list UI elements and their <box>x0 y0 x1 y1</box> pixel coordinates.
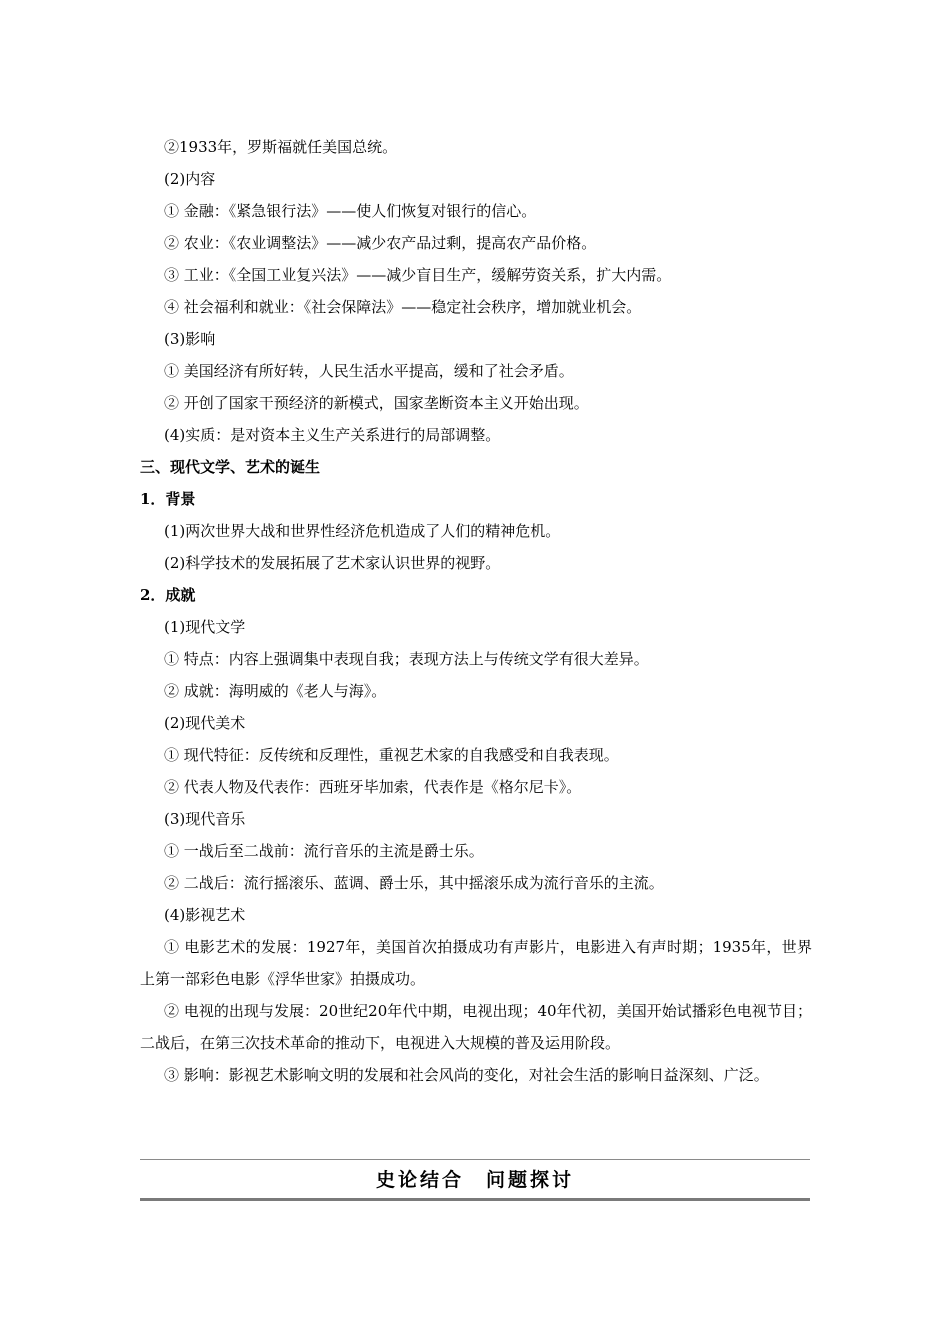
text-line: ① 美国经济有所好转，人民生活水平提高，缓和了社会矛盾。 <box>164 362 574 380</box>
text-line: ① 金融：《紧急银行法》——使人们恢复对银行的信心。 <box>164 202 537 220</box>
text-line: (1)两次世界大战和世界性经济危机造成了人们的精神危机。 <box>164 522 561 540</box>
text-line: ② 成就：海明威的《老人与海》。 <box>164 682 387 700</box>
text-line: ②1933年，罗斯福就任美国总统。 <box>164 138 398 156</box>
subsection-heading-achievements: 2．成就 <box>140 586 196 604</box>
banner-bottom-rule <box>140 1198 810 1201</box>
subheading-impact: (3)影响 <box>164 330 216 348</box>
subheading-music: (3)现代音乐 <box>164 810 246 828</box>
text-line: (2)科学技术的发展拓展了艺术家认识世界的视野。 <box>164 554 501 572</box>
text-paragraph: ③ 影响：影视艺术影响文明的发展和社会风尚的变化，对社会生活的影响日益深刻、广泛。 <box>164 1066 769 1084</box>
subheading-art: (2)现代美术 <box>164 714 246 732</box>
text-line: ② 二战后：流行摇滚乐、蓝调、爵士乐，其中摇滚乐成为流行音乐的主流。 <box>164 874 664 892</box>
text-paragraph: ① 电影艺术的发展：1927年，美国首次拍摄成功有声影片，电影进入有声时期；1935年，世界上第一部彩色电影《浮华世家》拍摄成功。 <box>140 938 812 988</box>
text-line: ② 农业：《农业调整法》——减少农产品过剩，提高农产品价格。 <box>164 234 597 252</box>
text-paragraph: ② 电视的出现与发展：20世纪20年代中期，电视出现；40年代初，美国开始试播彩色电视节目；二战后，在第三次技术革命的推动下，电视进入大规模的普及运用阶段。 <box>140 1002 812 1052</box>
subheading-content: (2)内容 <box>164 170 216 188</box>
text-line: (4)实质：是对资本主义生产关系进行的局部调整。 <box>164 426 501 444</box>
text-line: ② 开创了国家干预经济的新模式，国家垄断资本主义开始出现。 <box>164 394 589 412</box>
subheading-film: (4)影视艺术 <box>164 906 246 924</box>
text-line: ① 特点：内容上强调集中表现自我；表现方法上与传统文学有很大差异。 <box>164 650 649 668</box>
document-body <box>140 131 812 1091</box>
banner-top-rule <box>140 1159 810 1160</box>
text-line: ② 代表人物及代表作：西班牙毕加索，代表作是《格尔尼卡》。 <box>164 778 582 796</box>
text-line: ① 一战后至二战前：流行音乐的主流是爵士乐。 <box>164 842 484 860</box>
subsection-heading-background: 1．背景 <box>140 490 196 508</box>
text-line: ④ 社会福利和就业：《社会保障法》——稳定社会秩序，增加就业机会。 <box>164 298 642 316</box>
section-banner-title: 史论结合 问题探讨 <box>375 1169 574 1191</box>
subheading-literature: (1)现代文学 <box>164 618 246 636</box>
section-heading: 三、现代文学、艺术的诞生 <box>140 458 321 476</box>
text-line: ③ 工业：《全国工业复兴法》——减少盲目生产，缓解劳资关系，扩大内需。 <box>164 266 672 284</box>
text-line: ① 现代特征：反传统和反理性，重视艺术家的自我感受和自我表现。 <box>164 746 619 764</box>
